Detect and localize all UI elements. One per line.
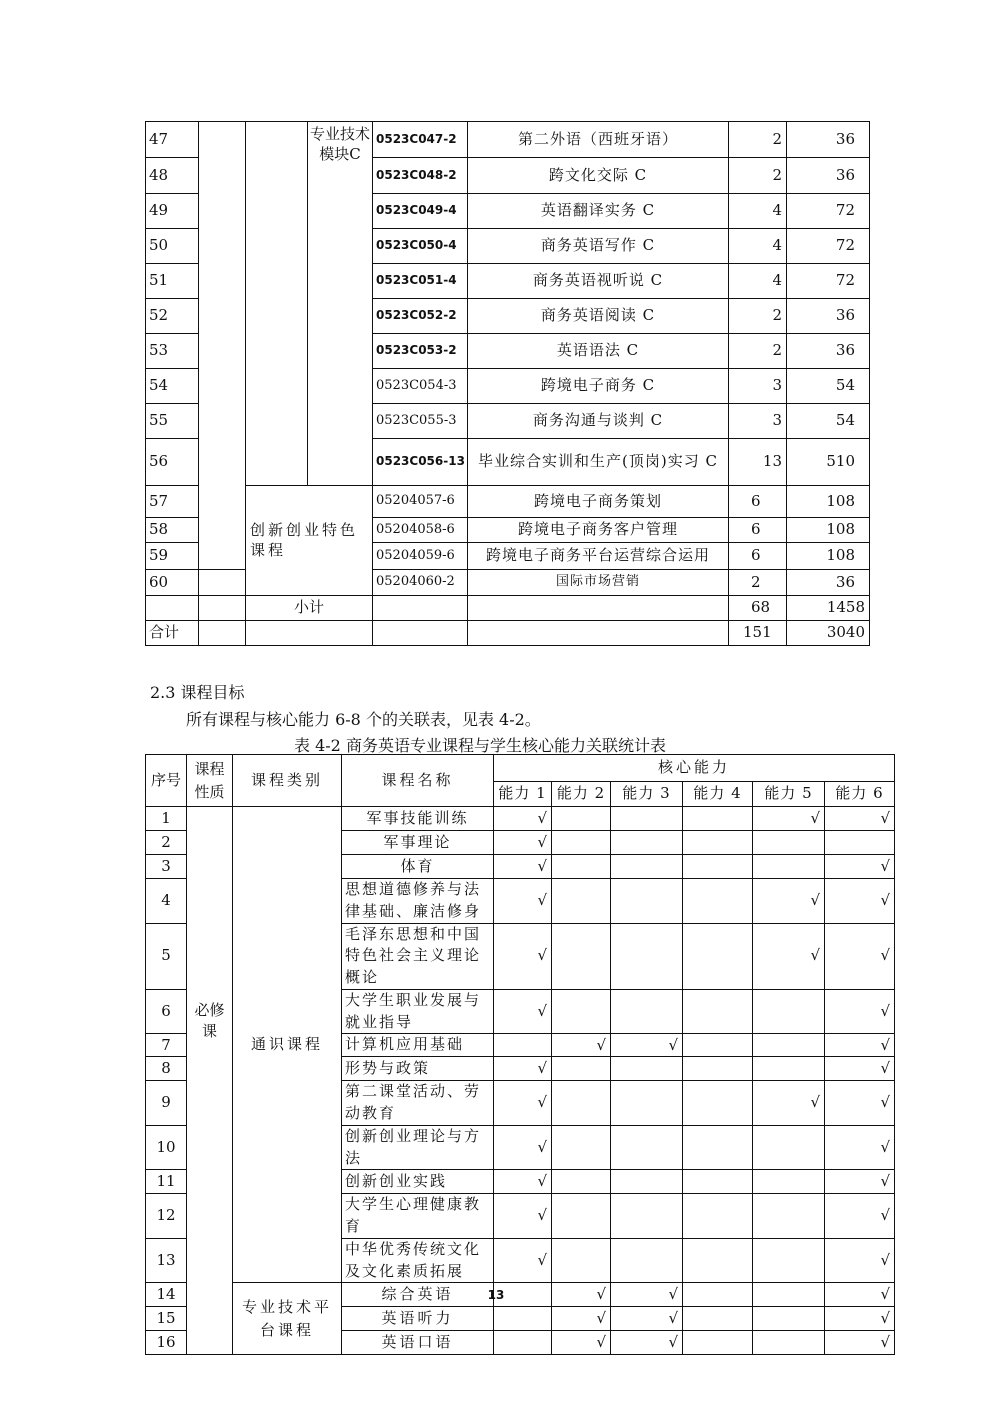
row-number: 8 (146, 1057, 187, 1081)
check-mark: √ (825, 807, 895, 831)
empty-cell (611, 989, 683, 1034)
row-number: 55 (146, 404, 199, 439)
empty-cell (552, 923, 611, 989)
empty-cell (825, 831, 895, 855)
hours: 72 (787, 229, 870, 264)
header-ability: 能力 5 (753, 782, 825, 807)
credit: 3 (729, 404, 787, 439)
course-name: 中华优秀传统文化及文化素质拓展 (342, 1238, 494, 1283)
empty-cell (552, 807, 611, 831)
empty-cell (683, 1125, 753, 1170)
course-name: 英语口语 (342, 1331, 494, 1355)
course-name: 创新创业实践 (342, 1170, 494, 1194)
course-name: 军事技能训练 (342, 807, 494, 831)
check-mark: √ (611, 1283, 683, 1307)
header-row (146, 755, 895, 782)
empty-cell (611, 879, 683, 924)
course-name: 英语语法 C (468, 334, 729, 369)
empty-cell (552, 1170, 611, 1194)
course-name: 英语听力 (342, 1307, 494, 1331)
course-name: 毕业综合实训和生产(顶岗)实习 C (468, 439, 729, 486)
row-number: 6 (146, 989, 187, 1034)
empty-cell (683, 879, 753, 924)
empty-cell (552, 989, 611, 1034)
check-mark: √ (753, 1081, 825, 1126)
page-number: 13 (487, 1288, 505, 1302)
empty-cell (552, 1081, 611, 1126)
hours: 108 (787, 543, 870, 570)
blank-cell (373, 596, 468, 621)
hours: 36 (787, 158, 870, 194)
course-name: 思想道德修养与法律基础、廉洁修身 (342, 879, 494, 924)
subtotal-credit: 68 (729, 596, 787, 621)
hours: 510 (787, 439, 870, 486)
course-name: 综合英语 (342, 1283, 494, 1307)
header-category: 课程类别 (233, 755, 342, 807)
empty-cell (494, 1331, 552, 1355)
empty-cell (753, 1194, 825, 1239)
check-mark: √ (494, 1170, 552, 1194)
row-number: 57 (146, 486, 199, 518)
credit: 4 (729, 194, 787, 229)
course-name: 商务英语写作 C (468, 229, 729, 264)
empty-cell (753, 1125, 825, 1170)
course-code: 05204059-6 (373, 543, 468, 570)
blank-cell (468, 596, 729, 621)
category-platform: 专业技术平台课程 (233, 1283, 342, 1355)
header-name: 课程名称 (342, 755, 494, 807)
credit: 4 (729, 229, 787, 264)
check-mark: √ (753, 879, 825, 924)
hours: 72 (787, 264, 870, 299)
course-name: 体育 (342, 855, 494, 879)
row-number: 50 (146, 229, 199, 264)
check-mark: √ (494, 1057, 552, 1081)
row-number: 9 (146, 1081, 187, 1126)
header-ability: 能力 2 (552, 782, 611, 807)
course-name: 跨境电子商务 C (468, 369, 729, 404)
course-name: 跨文化交际 C (468, 158, 729, 194)
module-label: 专业技术模块C (308, 122, 373, 486)
row-number: 11 (146, 1170, 187, 1194)
course-code: 05204058-6 (373, 518, 468, 543)
check-mark: √ (753, 923, 825, 989)
total-label: 合计 (146, 621, 199, 646)
course-code: 05204057-6 (373, 486, 468, 518)
table-row (146, 807, 895, 831)
course-name: 大学生心理健康教育 (342, 1194, 494, 1239)
row-number: 14 (146, 1283, 187, 1307)
check-mark: √ (825, 923, 895, 989)
blank-cell (246, 122, 308, 486)
hours: 36 (787, 122, 870, 158)
header-ability: 能力 4 (683, 782, 753, 807)
empty-cell (494, 1034, 552, 1057)
course-code: 0523C055-3 (373, 404, 468, 439)
check-mark: √ (552, 1307, 611, 1331)
course-name: 跨境电子商务平台运营综合运用 (468, 543, 729, 570)
empty-cell (611, 1125, 683, 1170)
check-mark: √ (825, 855, 895, 879)
blank-cell (146, 596, 199, 621)
check-mark: √ (825, 1125, 895, 1170)
empty-cell (683, 1170, 753, 1194)
course-name: 英语翻译实务 C (468, 194, 729, 229)
check-mark: √ (494, 1194, 552, 1239)
empty-cell (552, 1125, 611, 1170)
row-number: 51 (146, 264, 199, 299)
row-number: 7 (146, 1034, 187, 1057)
subtotal-hours: 1458 (787, 596, 870, 621)
check-mark: √ (611, 1034, 683, 1057)
empty-cell (753, 855, 825, 879)
course-code: 0523C047-2 (373, 122, 468, 158)
empty-cell (552, 1057, 611, 1081)
empty-cell (753, 989, 825, 1034)
header-ability: 能力 1 (494, 782, 552, 807)
empty-cell (753, 1238, 825, 1283)
hours: 36 (787, 570, 870, 596)
row-number: 16 (146, 1331, 187, 1355)
credit: 2 (729, 334, 787, 369)
check-mark: √ (825, 1283, 895, 1307)
check-mark: √ (494, 879, 552, 924)
check-mark: √ (825, 989, 895, 1034)
row-number: 60 (146, 570, 199, 596)
section-heading: 2.3 课程目标 (150, 683, 245, 702)
credit: 3 (729, 369, 787, 404)
row-number: 4 (146, 879, 187, 924)
check-mark: √ (552, 1283, 611, 1307)
blank-cell (468, 621, 729, 646)
row-number: 49 (146, 194, 199, 229)
core-ability-table (145, 754, 895, 1355)
credit: 2 (729, 570, 787, 596)
check-mark: √ (825, 1331, 895, 1355)
course-code: 0523C052-2 (373, 299, 468, 334)
check-mark: √ (825, 1034, 895, 1057)
empty-cell (552, 855, 611, 879)
blank-cell (246, 621, 373, 646)
empty-cell (611, 923, 683, 989)
empty-cell (683, 855, 753, 879)
check-mark: √ (825, 1081, 895, 1126)
course-credit-table (145, 121, 870, 646)
row-number: 54 (146, 369, 199, 404)
course-name: 军事理论 (342, 831, 494, 855)
row-number: 59 (146, 543, 199, 570)
credit: 2 (729, 158, 787, 194)
empty-cell (753, 831, 825, 855)
check-mark: √ (494, 855, 552, 879)
credit: 4 (729, 264, 787, 299)
header-nature: 课程性质 (187, 755, 233, 807)
table-caption: 表 4-2 商务英语专业课程与学生核心能力关联统计表 (294, 736, 666, 755)
course-name: 商务沟通与谈判 C (468, 404, 729, 439)
empty-cell (683, 1057, 753, 1081)
empty-cell (611, 1081, 683, 1126)
credit: 6 (729, 543, 787, 570)
empty-cell (611, 831, 683, 855)
category-general: 通识课程 (233, 807, 342, 1283)
check-mark: √ (753, 807, 825, 831)
empty-cell (611, 1238, 683, 1283)
empty-cell (683, 807, 753, 831)
check-mark: √ (825, 879, 895, 924)
table-row (146, 122, 870, 158)
course-name: 商务英语阅读 C (468, 299, 729, 334)
hours: 36 (787, 334, 870, 369)
empty-cell (494, 1307, 552, 1331)
check-mark: √ (825, 1057, 895, 1081)
check-mark: √ (825, 1238, 895, 1283)
empty-cell (683, 923, 753, 989)
check-mark: √ (494, 923, 552, 989)
empty-cell (753, 1057, 825, 1081)
empty-cell (552, 1238, 611, 1283)
course-name: 大学生职业发展与就业指导 (342, 989, 494, 1034)
innovation-label: 创新创业特色课程 (246, 486, 373, 596)
course-name: 跨境电子商务策划 (468, 486, 729, 518)
hours: 54 (787, 404, 870, 439)
check-mark: √ (494, 989, 552, 1034)
course-code: 0523C050-4 (373, 229, 468, 264)
check-mark: √ (611, 1331, 683, 1355)
empty-cell (753, 1034, 825, 1057)
empty-cell (753, 1170, 825, 1194)
row-number: 12 (146, 1194, 187, 1239)
empty-cell (611, 1057, 683, 1081)
course-code: 05204060-2 (373, 570, 468, 596)
hours: 108 (787, 518, 870, 543)
credit: 6 (729, 486, 787, 518)
row-number: 10 (146, 1125, 187, 1170)
blank-cell (199, 621, 246, 646)
header-no: 序号 (146, 755, 187, 807)
credit: 13 (729, 439, 787, 486)
check-mark: √ (494, 831, 552, 855)
course-name: 形势与政策 (342, 1057, 494, 1081)
credit: 2 (729, 299, 787, 334)
row-number: 52 (146, 299, 199, 334)
course-name: 跨境电子商务客户管理 (468, 518, 729, 543)
row-number: 13 (146, 1238, 187, 1283)
check-mark: √ (825, 1194, 895, 1239)
check-mark: √ (494, 1125, 552, 1170)
course-code: 0523C056-13 (373, 439, 468, 486)
blank-cell (199, 570, 246, 596)
empty-cell (552, 831, 611, 855)
row-number: 1 (146, 807, 187, 831)
course-name: 国际市场营销 (468, 570, 729, 596)
check-mark: √ (611, 1307, 683, 1331)
hours: 72 (787, 194, 870, 229)
empty-cell (753, 1331, 825, 1355)
check-mark: √ (494, 1081, 552, 1126)
empty-cell (611, 855, 683, 879)
course-name: 创新创业理论与方法 (342, 1125, 494, 1170)
course-name: 毛泽东思想和中国特色社会主义理论概论 (342, 923, 494, 989)
credit: 2 (729, 122, 787, 158)
section-paragraph: 所有课程与核心能力 6-8 个的关联表，见表 4-2。 (186, 710, 541, 729)
total-hours: 3040 (787, 621, 870, 646)
hours: 54 (787, 369, 870, 404)
hours: 36 (787, 299, 870, 334)
empty-cell (683, 989, 753, 1034)
check-mark: √ (825, 1170, 895, 1194)
header-ability: 能力 6 (825, 782, 895, 807)
row-number: 15 (146, 1307, 187, 1331)
course-code: 0523C054-3 (373, 369, 468, 404)
check-mark: √ (552, 1034, 611, 1057)
row-number: 5 (146, 923, 187, 989)
subtotal-label: 小计 (246, 596, 373, 621)
empty-cell (683, 831, 753, 855)
course-name: 第二外语（西班牙语） (468, 122, 729, 158)
blank-cell (373, 621, 468, 646)
course-code: 0523C048-2 (373, 158, 468, 194)
course-code: 0523C049-4 (373, 194, 468, 229)
header-core: 核心能力 (494, 755, 895, 782)
empty-cell (683, 1238, 753, 1283)
empty-cell (753, 1307, 825, 1331)
empty-cell (683, 1034, 753, 1057)
blank-cell (199, 596, 246, 621)
total-row (146, 621, 870, 646)
total-credit: 151 (729, 621, 787, 646)
header-ability: 能力 3 (611, 782, 683, 807)
empty-cell (611, 1170, 683, 1194)
row-number: 2 (146, 831, 187, 855)
check-mark: √ (825, 1307, 895, 1331)
course-name: 商务英语视听说 C (468, 264, 729, 299)
credit: 6 (729, 518, 787, 543)
empty-cell (683, 1194, 753, 1239)
row-number: 3 (146, 855, 187, 879)
course-code: 0523C051-4 (373, 264, 468, 299)
course-name: 计算机应用基础 (342, 1034, 494, 1057)
empty-cell (683, 1081, 753, 1126)
empty-cell (611, 1194, 683, 1239)
row-number: 56 (146, 439, 199, 486)
row-number: 53 (146, 334, 199, 369)
empty-cell (683, 1307, 753, 1331)
row-number: 47 (146, 122, 199, 158)
check-mark: √ (494, 1238, 552, 1283)
empty-cell (552, 879, 611, 924)
check-mark: √ (552, 1331, 611, 1355)
table-row (146, 486, 870, 518)
row-number: 58 (146, 518, 199, 543)
check-mark: √ (494, 807, 552, 831)
empty-cell (552, 1194, 611, 1239)
blank-cell (199, 122, 246, 570)
empty-cell (611, 807, 683, 831)
course-name: 第二课堂活动、劳动教育 (342, 1081, 494, 1126)
subtotal-row (146, 596, 870, 621)
nature-required: 必修课 (187, 807, 233, 1355)
empty-cell (683, 1331, 753, 1355)
row-number: 48 (146, 158, 199, 194)
course-code: 0523C053-2 (373, 334, 468, 369)
hours: 108 (787, 486, 870, 518)
